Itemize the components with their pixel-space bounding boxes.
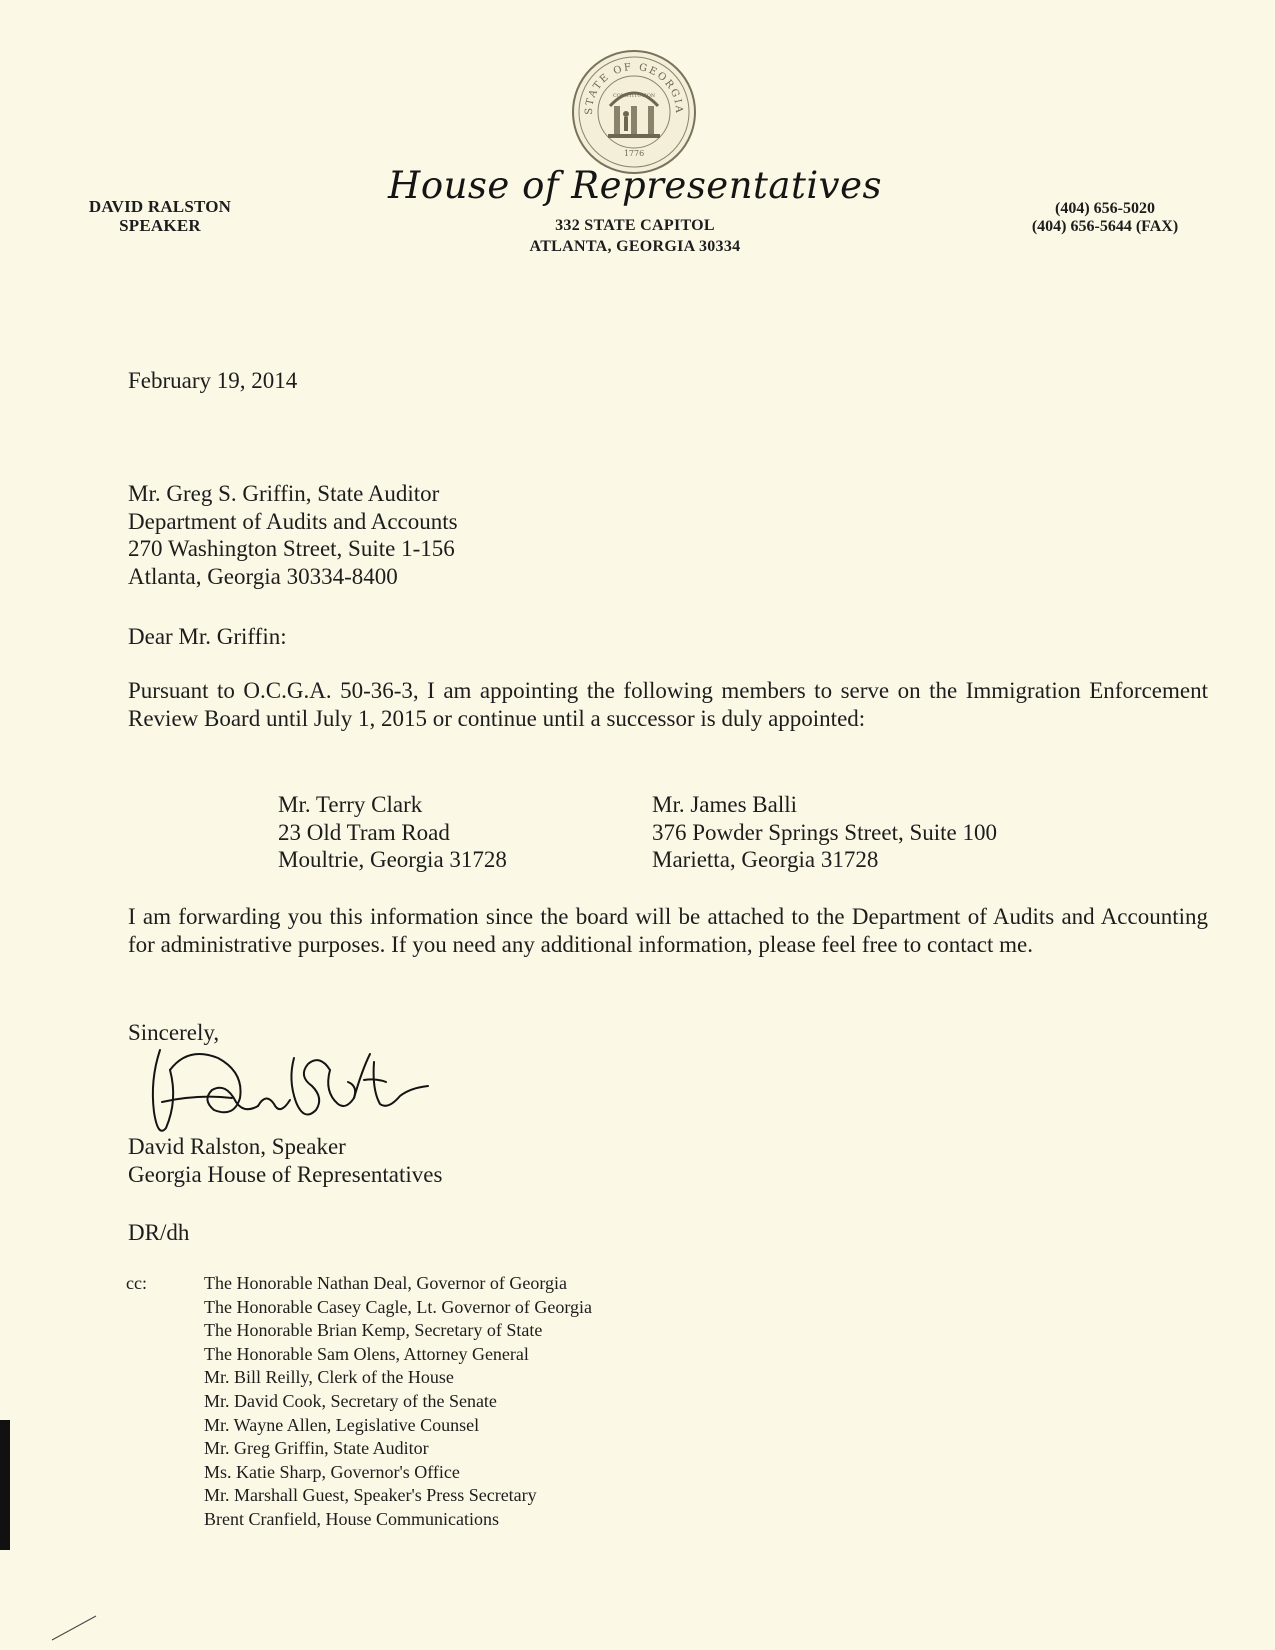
cc-recipient: Mr. Bill Reilly, Clerk of the House [204, 1367, 454, 1388]
cc-label: cc: [126, 1273, 147, 1293]
appointment-paragraph: Pursuant to O.C.G.A. 50-36-3, I am appointing the following members to serve on the Immigration Enforcement Review Board until July 1, 2015 or continue until a successor is duly appointed: [128, 678, 1208, 731]
recipient-line: Mr. Greg S. Griffin, State Auditor [128, 481, 440, 506]
recipient-address [128, 480, 458, 590]
appointee-1 [278, 791, 507, 874]
cc-recipient: Mr. Wayne Allen, Legislative Counsel [204, 1414, 480, 1435]
appointee-city: Moultrie, Georgia 31728 [278, 847, 507, 872]
recipient-line: Department of Audits and Accounts [128, 508, 458, 534]
cc-list [204, 1272, 592, 1532]
svg-text:STATE OF GEORGIA: STATE OF GEORGIA [583, 61, 685, 116]
letterhead-center [380, 164, 890, 257]
appointee-name: Mr. James Balli [652, 792, 798, 817]
speaker-title: SPEAKER [119, 216, 201, 235]
scan-corner-mark [50, 1612, 100, 1642]
appointee-street: 23 Old Tram Road [278, 819, 450, 845]
recipient-line: Atlanta, Georgia 30334-8400 [128, 563, 398, 589]
recipient-line: 270 Washington Street, Suite 1-156 [128, 536, 455, 561]
appointee-street: 376 Powder Springs Street, Suite 100 [652, 819, 997, 845]
letterhead-phone [1005, 200, 1205, 236]
scan-edge-mark [0, 1420, 10, 1550]
letterhead-address [380, 215, 890, 257]
signer-name: David Ralston, Speaker [128, 1134, 346, 1159]
letterhead-speaker [55, 197, 265, 235]
address-line-1: 332 STATE CAPITOL [555, 217, 715, 234]
cc-recipient: Mr. Marshall Guest, Speaker's Press Secretary [204, 1485, 537, 1506]
cc-recipient: Mr. David Cook, Secretary of the Senate [204, 1390, 497, 1411]
appointee-city: Marietta, Georgia 31728 [652, 847, 879, 872]
svg-text:1776: 1776 [623, 149, 645, 158]
cc-recipient: The Honorable Casey Cagle, Lt. Governor of Georgia [204, 1296, 593, 1317]
cc-recipient: Mr. Greg Griffin, State Auditor [204, 1438, 429, 1459]
cc-recipient: Brent Cranfield, House Communications [204, 1508, 499, 1529]
typist-initials: DR/dh [128, 1220, 190, 1245]
speaker-name: DAVID RALSTON [88, 197, 232, 216]
closing: Sincerely, [128, 1020, 220, 1045]
handwritten-signature [148, 1040, 433, 1150]
cc-recipient: The Honorable Nathan Deal, Governor of Georgia [204, 1273, 568, 1293]
appointee-name: Mr. Terry Clark [278, 792, 423, 817]
forwarding-paragraph: I am forwarding you this information since the board will be attached to the Department of Audits and Accounting for administrative purposes. If you need any additional information, please feel free to contact me. [128, 904, 1208, 957]
cc-recipient: Ms. Katie Sharp, Governor's Office [204, 1461, 460, 1482]
letter-date: February 19, 2014 [128, 368, 298, 393]
appointee-2 [652, 791, 997, 874]
georgia-state-seal [570, 48, 698, 176]
address-line-2: ATLANTA, GEORGIA 30334 [529, 238, 741, 255]
fax-number: (404) 656-5644 (FAX) [1031, 218, 1179, 235]
salutation: Dear Mr. Griffin: [128, 624, 287, 649]
signer-organization: Georgia House of Representatives [128, 1161, 443, 1187]
cc-recipient: The Honorable Brian Kemp, Secretary of State [204, 1320, 543, 1341]
svg-text:CONSTITUTION: CONSTITUTION [612, 93, 656, 99]
cc-recipient: The Honorable Sam Olens, Attorney General [204, 1343, 529, 1364]
house-title: House of Representatives [388, 164, 882, 207]
phone-number: (404) 656-5020 [1055, 200, 1155, 217]
